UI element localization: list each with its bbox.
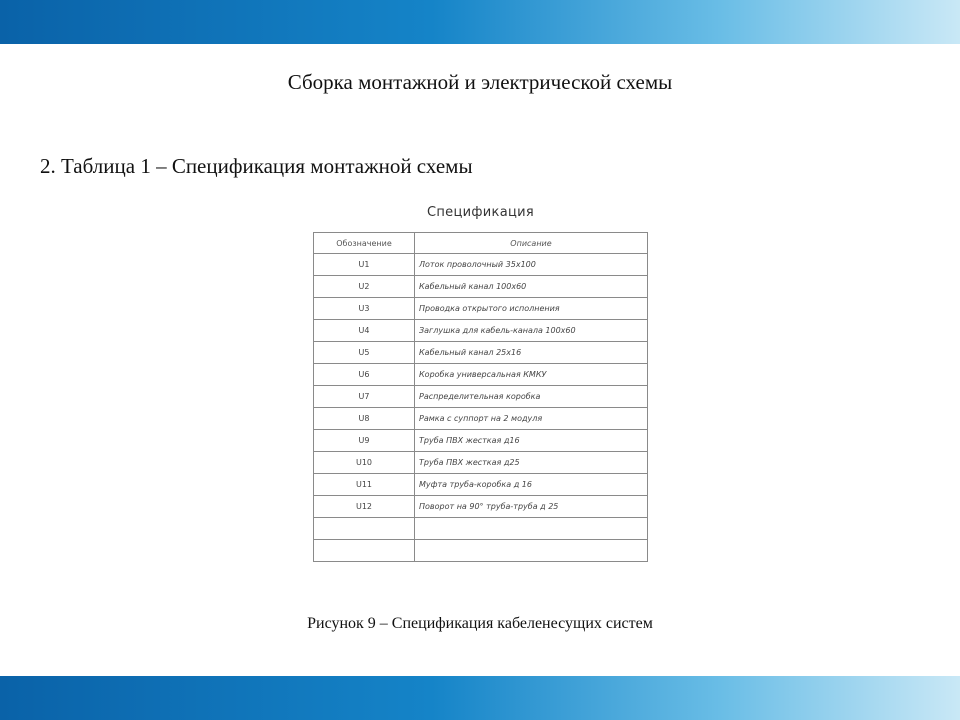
specification-title: Спецификация — [427, 205, 534, 220]
slide-title: Сборка монтажной и электрической схемы — [287, 70, 673, 94]
table-row — [314, 518, 648, 540]
specification-table — [313, 232, 648, 562]
bottom-decorative-band — [0, 676, 960, 720]
table-row — [314, 276, 648, 298]
designation-cell: U5 — [314, 342, 415, 364]
designation-cell: U10 — [314, 452, 415, 474]
designation-cell: U1 — [314, 254, 415, 276]
designation-cell — [314, 540, 415, 562]
description-cell: Проводка открытого исполнения — [415, 298, 648, 320]
table-row — [314, 342, 648, 364]
description-cell: Труба ПВХ жесткая д16 — [415, 430, 648, 452]
designation-cell: U6 — [314, 364, 415, 386]
description-cell — [415, 518, 648, 540]
description-cell: Муфта труба-коробка д 16 — [415, 474, 648, 496]
table-row — [314, 386, 648, 408]
top-decorative-band — [0, 0, 960, 44]
description-cell: Лоток проволочный 35x100 — [415, 254, 648, 276]
description-cell: Рамка с суппорт на 2 модуля — [415, 408, 648, 430]
figure-caption: Рисунок 9 – Спецификация кабеленесущих систем — [307, 615, 653, 632]
designation-cell: U7 — [314, 386, 415, 408]
description-cell: Распределительная коробка — [415, 386, 648, 408]
table-row — [314, 540, 648, 562]
specification-table-body — [314, 254, 648, 562]
table-subtitle: 2. Таблица 1 – Спецификация монтажной схемы — [40, 154, 473, 178]
header-designation: Обозначение — [314, 233, 415, 254]
designation-cell: U4 — [314, 320, 415, 342]
description-cell: Поворот на 90° труба-труба д 25 — [415, 496, 648, 518]
header-description: Описание — [415, 233, 648, 254]
description-cell: Труба ПВХ жесткая д25 — [415, 452, 648, 474]
designation-cell: U12 — [314, 496, 415, 518]
table-row — [314, 320, 648, 342]
table-row — [314, 496, 648, 518]
designation-cell: U8 — [314, 408, 415, 430]
description-cell: Заглушка для кабель-канала 100x60 — [415, 320, 648, 342]
designation-cell — [314, 518, 415, 540]
table-row — [314, 452, 648, 474]
designation-cell: U11 — [314, 474, 415, 496]
table-row — [314, 364, 648, 386]
description-cell: Коробка универсальная КМКУ — [415, 364, 648, 386]
designation-cell: U2 — [314, 276, 415, 298]
table-row — [314, 430, 648, 452]
table-row — [314, 298, 648, 320]
table-header-row — [314, 233, 648, 254]
table-row — [314, 408, 648, 430]
description-cell: Кабельный канал 25x16 — [415, 342, 648, 364]
designation-cell: U9 — [314, 430, 415, 452]
description-cell — [415, 540, 648, 562]
description-cell: Кабельный канал 100x60 — [415, 276, 648, 298]
table-row — [314, 254, 648, 276]
table-row — [314, 474, 648, 496]
designation-cell: U3 — [314, 298, 415, 320]
